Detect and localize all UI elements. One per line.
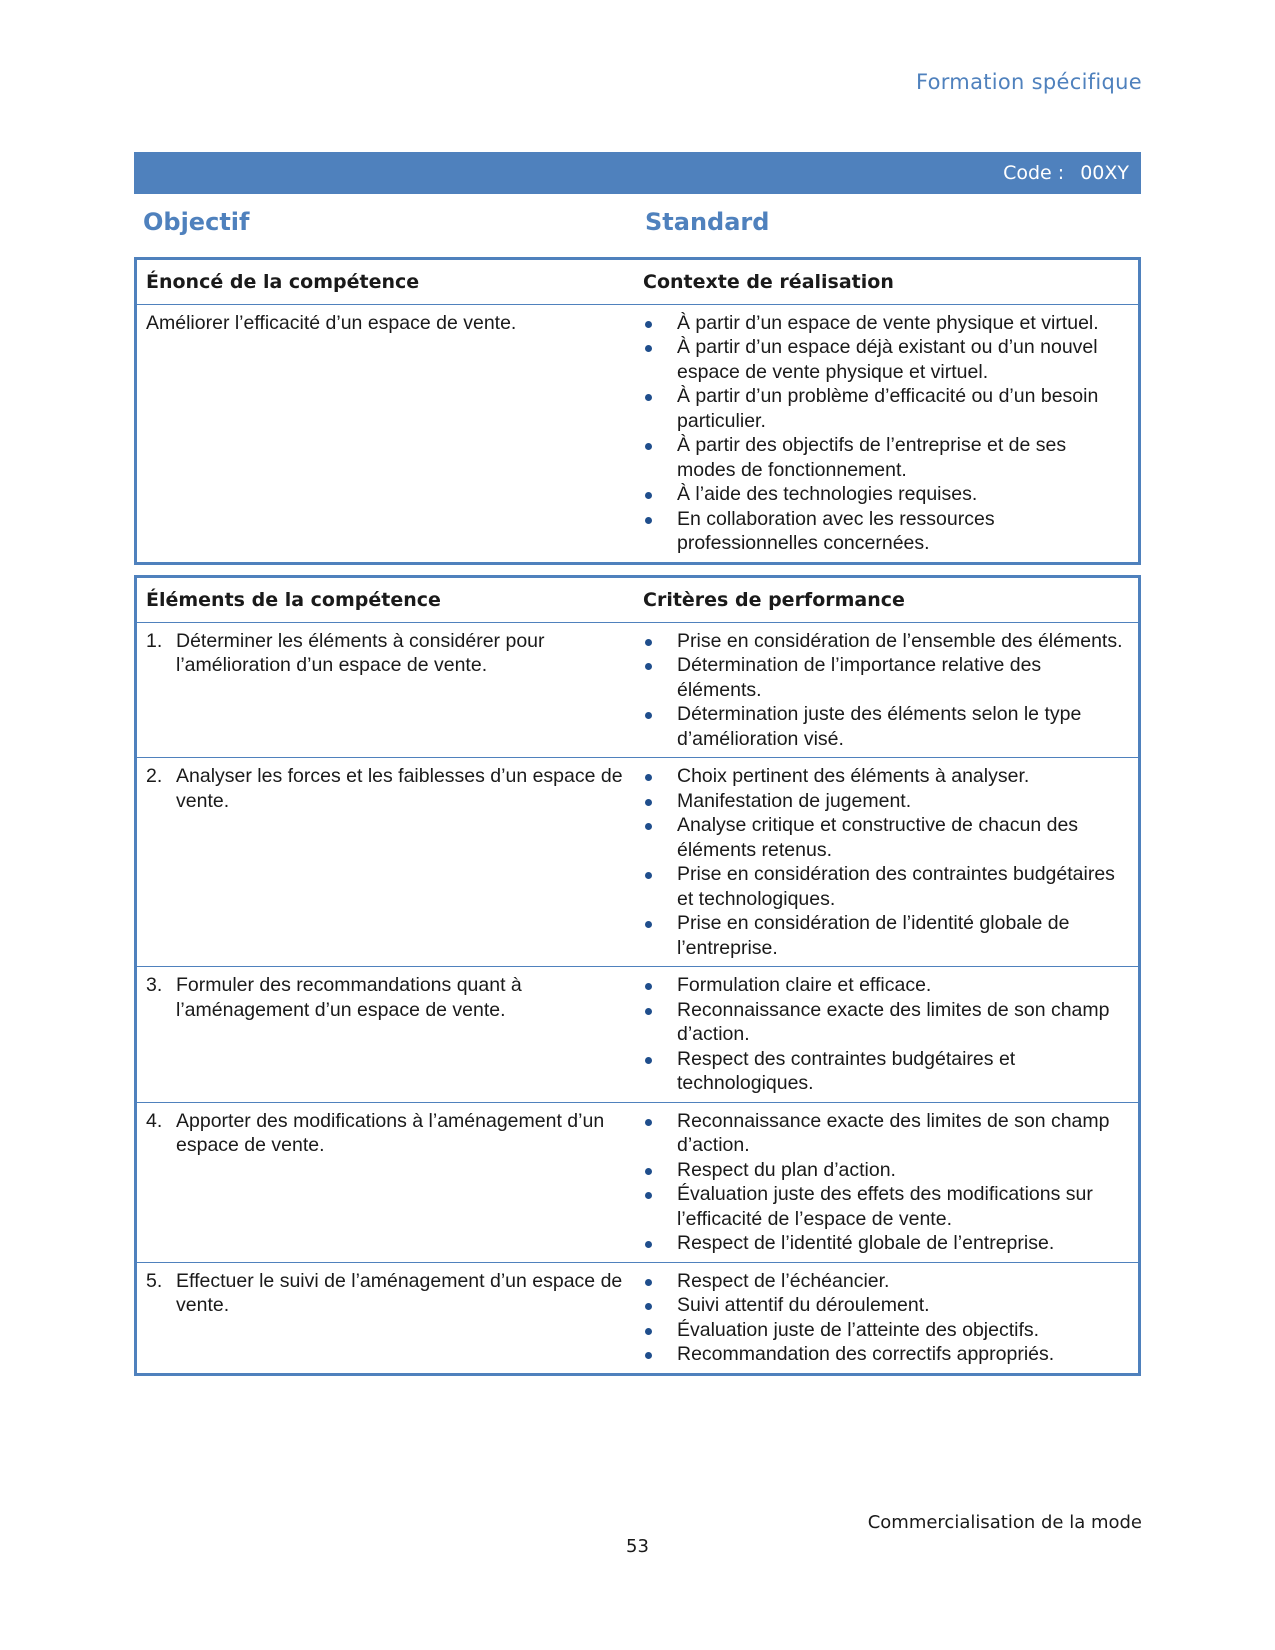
numbered-element [146,973,624,1022]
criteria-cell [634,967,1140,1103]
table-row [136,1262,1140,1374]
numbered-element [146,764,624,813]
context-header: Contexte de réalisation [643,271,894,293]
list-item: À partir d’un espace de vente physique et virtuel. [677,311,1128,336]
table-row [136,967,1140,1103]
list-item: À partir des objectifs de l’entreprise et de ses modes de fonctionnement. [677,433,1128,482]
list-item: Analyse critique et constructive de chacun des éléments retenus. [677,813,1128,862]
list-item: À partir d’un espace déjà existant ou d’un nouvel espace de vente physique et virtuel. [677,335,1128,384]
element-number: 1. [146,629,163,652]
criteria-list [643,629,1128,752]
element-text: Effectuer le suivi de l’aménagement d’un espace de vente. [176,1269,623,1316]
footer-program: Commercialisation de la mode [867,1512,1142,1533]
list-item: Respect de l’identité globale de l’entreprise. [677,1231,1128,1256]
list-item: Prise en considération des contraintes budgétaires et technologiques. [677,862,1128,911]
context-list [643,311,1128,556]
elements-table [134,575,1141,1376]
criteria-cell [634,758,1140,967]
element-text: Analyser les forces et les faiblesses d’un espace de vente. [176,765,623,812]
list-item: Détermination de l’importance relative des éléments. [677,653,1128,702]
criteria-list [643,973,1128,1096]
list-item: À l’aide des technologies requises. [677,482,1128,507]
element-cell [136,1262,635,1374]
list-item: Recommandation des correctifs appropriés. [677,1342,1128,1367]
element-number: 2. [146,765,163,787]
element-text: Apporter des modifications à l’aménagement d’un espace de vente. [176,1109,605,1156]
element-number: 4. [146,1109,163,1132]
criteria-list [643,764,1128,960]
numbered-element [146,629,624,678]
numbered-element [146,1269,624,1318]
criteria-list [643,1109,1128,1256]
list-item: En collaboration avec les ressources professionnelles concernées. [677,507,1128,556]
list-item: Évaluation juste des effets des modifications sur l’efficacité de l’espace de vente. [677,1182,1128,1231]
table-row [136,1102,1140,1262]
standard-heading: Standard [645,208,770,236]
element-number: 3. [146,974,163,996]
element-cell [136,967,635,1103]
element-text: Déterminer les éléments à considérer pour l’amélioration d’un espace de vente. [176,629,545,676]
list-item: Respect de l’échéancier. [677,1269,1128,1294]
element-cell [136,622,635,758]
competence-statement: Améliorer l’efficacité d’un espace de vente. [136,304,635,563]
list-item: Formulation claire et efficace. [677,973,1128,998]
list-item: Respect du plan d’action. [677,1158,1128,1183]
table-row [136,622,1140,758]
list-item: Manifestation de jugement. [677,789,1128,814]
criteria-header: Critères de performance [643,589,905,611]
list-item: Prise en considération de l’identité globale de l’entreprise. [677,911,1128,960]
list-item: Suivi attentif du déroulement. [677,1293,1128,1318]
criteria-list [643,1269,1128,1367]
table-row [136,758,1140,967]
numbered-element [146,1109,624,1158]
list-item: Évaluation juste de l’atteinte des objectifs. [677,1318,1128,1343]
criteria-cell [634,1102,1140,1262]
context-cell [634,304,1140,563]
list-item: Reconnaissance exacte des limites de son champ d’action. [677,1109,1128,1158]
element-cell [136,758,635,967]
list-item: Prise en considération de l’ensemble des éléments. [677,629,1128,654]
element-number: 5. [146,1269,163,1292]
element-cell [136,1102,635,1262]
list-item: À partir d’un problème d’efficacité ou d’un besoin particulier. [677,384,1128,433]
competence-table [134,257,1141,565]
element-text: Formuler des recommandations quant à l’aménagement d’un espace de vente. [176,974,522,1021]
criteria-cell [634,1262,1140,1374]
code-label: Code : [1003,162,1065,184]
list-item: Choix pertinent des éléments à analyser. [677,764,1128,789]
document-section-title: Formation spécifique [915,70,1142,94]
statement-header: Énoncé de la compétence [146,271,420,293]
elements-header: Éléments de la compétence [146,589,441,611]
code-value: 00XY [1080,162,1129,184]
list-item: Reconnaissance exacte des limites de son champ d’action. [677,998,1128,1047]
criteria-cell [634,622,1140,758]
list-item: Détermination juste des éléments selon le type d’amélioration visé. [677,702,1128,751]
objectif-heading: Objectif [143,208,250,236]
code-bar [134,152,1141,194]
page-number: 53 [626,1536,649,1557]
list-item: Respect des contraintes budgétaires et technologiques. [677,1047,1128,1096]
